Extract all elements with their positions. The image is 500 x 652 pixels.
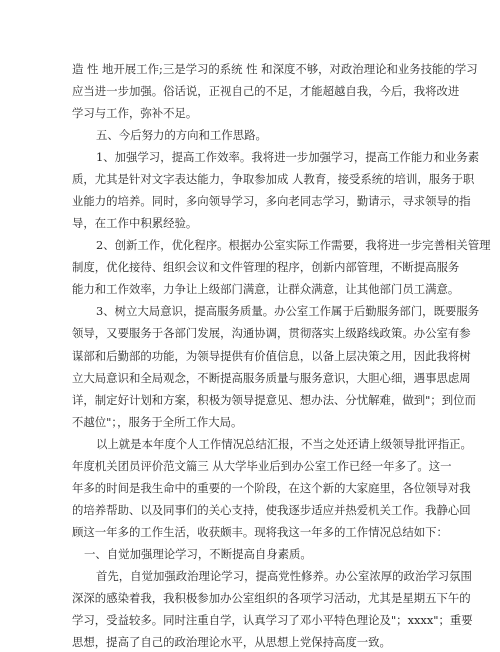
text-line: 首先，自觉加强政治理论学习，提高党性修养。办公室浓厚的政治学习氛围 [96,569,472,583]
text-line: 年多的时间是我生命中的重要的一个阶段，在这个新的大家庭里，各位领导对我 [72,481,471,495]
text-line: 业能力的培养。同时，多向领导学习，多向老同志学习，勤请示，寻求领导的指 [72,194,471,208]
text-line: 造 性 地开展工作;三是学习的系统 性 和深度不够，对政治理论和业务技能的学习 [72,62,478,76]
text-line: 制度，优化接待、组织会议和文件管理的程序，创新内部管理，不断提高服务 [72,260,460,274]
text-line: 详，制定好计划和方案，积极为领导提意见、想办法、分忧解难，做到"；到位而 [72,393,476,407]
section-heading: 一、自觉加强理论学习，不断提高自身素质。 [84,547,312,561]
text-line: 思想，提高了自己的政治理论水平，从思想上党保持高度一致。 [72,635,391,649]
text-line: 立大局意识和全局观念，不断提高服务质量与服务意识，大胆心细，遇事思虑周 [72,371,471,385]
text-line: 年度机关团员评价范文篇三 从大学毕业后到办公室工作已经一年多了。这一 [72,459,452,473]
text-line: 谋部和后勤部的功能，为领导提供有价值信息，以备上层决策之用，因此我将树 [72,349,471,363]
text-line: 深深的感染着我，我积极参加办公室组织的各项学习活动，尤其是星期五下午的 [72,591,471,605]
text-line: 的培养帮助、以及同事们的关心支持，使我逐步适应并热爱机关工作。我静心回 [72,503,471,517]
text-line: 以上就是本年度个人工作情况总结汇报，不当之处还请上级领导批评指正。 [96,437,472,451]
text-line: 质，尤其是针对文字表达能力，争取参加成 人教育，接受系统的培训，服务于职 [72,172,475,186]
text-line: 领导，又要服务于各部门发展，沟通协调，贯彻落实上级路线政策。办公室有参 [72,326,471,340]
text-line: 能力和工作效率，力争让上级部门满意，让群众满意，让其他部门员工满意。 [72,282,460,296]
text-line: 学习，受益较多。同时注重自学，认真学习了邓小平特色理论及"；xxxx"；重要 [72,613,473,627]
section-heading: 五、今后努力的方向和工作思路。 [96,128,267,142]
text-line: 1、加强学习，提高工作效率。我将进一步加强学习，提高工作能力和业务素 [96,150,480,164]
text-line: 不越位"；，服务于全所工作大局。 [72,415,243,429]
text-line: 学习与工作，弥补不足。 [72,106,198,120]
text-line: 应当进一步加强。俗话说，正视自己的不足，才能超越自我，今后，我将改进 [72,84,460,98]
text-line: 3、树立大局意识，提高服务质量。办公室工作属于后勤服务部门，既要服务 [96,304,480,318]
text-line: 顾这一年多的工作生活，收获颇丰。现将我这一年多的工作情况总结如下： [72,525,448,539]
text-line: 导，在工作中积累经验。 [72,216,198,230]
text-line: 2、创新工作，优化程序。根据办公室实际工作需要，我将进一步完善相关管理 [96,238,491,252]
